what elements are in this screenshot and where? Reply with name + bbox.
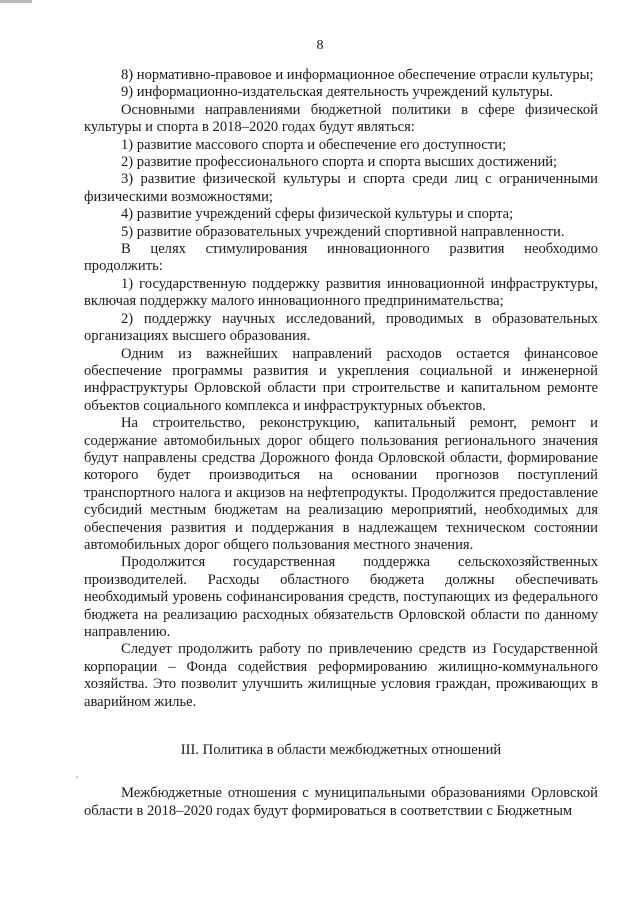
paragraph-sport-item-3: 3) развитие физической культуры и спорта среди лиц с ограниченными физическими возможностями; xyxy=(84,171,598,205)
paragraph-innovation-intro: В целях стимулирования инновационного развития необходимо продолжить: xyxy=(84,241,598,275)
document-body xyxy=(84,67,598,820)
paragraph-roads: На строительство, реконструкцию, капитальный ремонт, ремонт и содержание автомобильных дорог общего пользования регионального значения будут направлены средства Дорожного фонда Орловской области, формирование которого будет производиться на основании прогнозов поступлений транспортного налога и акцизов на нефтепродукты. Продолжится предоставление субсидий местным бюджетам на реализацию мероприятий, необходимых для обеспечения развития и поддержания в надлежащем техническом состоянии автомобильных дорог общего пользования местного значения. xyxy=(84,415,598,553)
paragraph-sport-item-4: 4) развитие учреждений сферы физической культуры и спорта; xyxy=(121,206,514,223)
paragraph-agriculture: Продолжится государственная поддержка сельскохозяйственных производителей. Расходы областного бюджета должны обеспечивать необходимый уровень софинансирования средств, поступающих из федерального бюджета на реализацию расходных обязательств Орловской области по данному направлению. xyxy=(84,554,598,640)
section-heading: III. Политика в области межбюджетных отношений xyxy=(180,742,502,759)
paragraph-sport-item-2: 2) развитие профессионального спорта и спорта высших достижений; xyxy=(121,154,558,171)
paragraph-culture-item-9: 9) информационно-издательская деятельность учреждений культуры. xyxy=(121,84,554,101)
paragraph-innovation-item-1: 1) государственную поддержку развития инновационной инфраструктуры, включая поддержку малого инновационного предпринимательства; xyxy=(84,275,598,310)
paragraph-innovation-item-2: 2) поддержку научных исследований, проводимых в образовательных организациях высшего образования. xyxy=(84,310,598,345)
paragraph-sport-item-5: 5) развитие образовательных учреждений спортивной направленности. xyxy=(121,223,565,240)
paragraph-sport-item-1: 1) развитие массового спорта и обеспечение его доступности; xyxy=(121,136,507,153)
paragraph-housing-fund: Следует продолжить работу по привлечению средств из Государственной корпорации – Фонда содействия реформированию жилищно-коммунального хозяйства. Это позволит улучшить жилищные условия граждан, проживающих в аварийном жилье. xyxy=(84,641,598,710)
paragraph-interbudget: Межбюджетные отношения с муниципальными образованиями Орловской области в 2018–2020 годах будут формироваться в соответствии с Бюджетным xyxy=(84,785,598,819)
corner-scan-mark xyxy=(0,0,32,3)
paragraph-infrastructure: Одним из важнейших направлений расходов остается финансовое обеспечение программы развития и укрепления социальной и инженерной инфраструктуры Орловской области при строительстве и капитальном ремонте объектов социального комплекса и инфраструктурных объектов. xyxy=(84,345,598,414)
page-number: 8 xyxy=(316,38,324,53)
margin-speck xyxy=(76,776,78,778)
paragraph-culture-item-8: 8) нормативно-правовое и информационное обеспечение отрасли культуры; xyxy=(121,67,594,83)
paragraph-sport-intro: Основными направлениями бюджетной политики в сфере физической культуры и спорта в 2018–2020 годах будут являться: xyxy=(84,101,598,136)
